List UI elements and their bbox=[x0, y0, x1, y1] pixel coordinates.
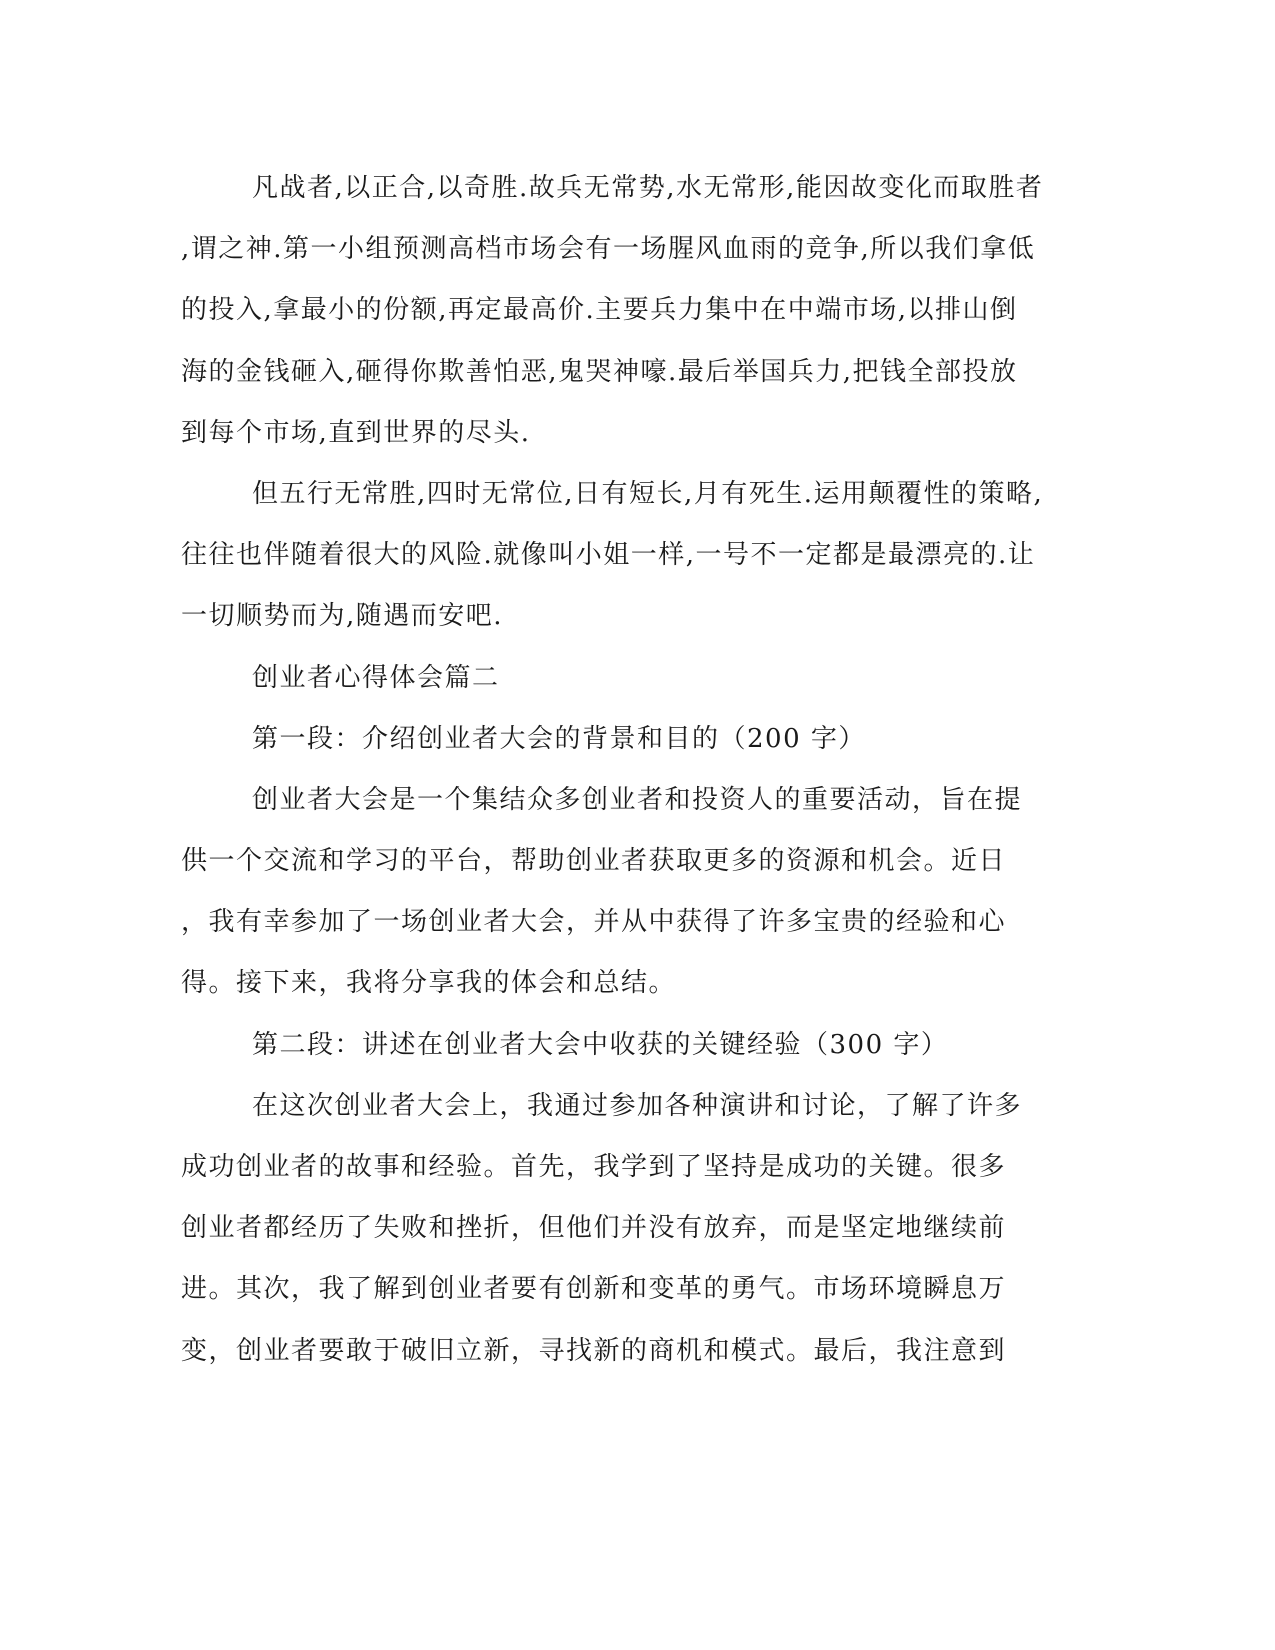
text-line: 凡战者,以正合,以奇胜.故兵无常势,水无常形,能因故变化而取胜者 bbox=[252, 173, 1044, 203]
text-line: 往往也伴随着很大的风险.就像叫小姐一样,一号不一定都是最漂亮的.让 bbox=[181, 540, 1036, 571]
text-line: 在这次创业者大会上，我通过参加各种演讲和讨论，了解了许多 bbox=[252, 1090, 1023, 1121]
text-line: 第二段：讲述在创业者大会中收获的关键经验（300 字） bbox=[252, 1029, 949, 1060]
text-line: 进。其次，我了解到创业者要有创新和变革的勇气。市场环境瞬息万 bbox=[181, 1274, 1007, 1305]
text-line: 变，创业者要敢于破旧立新，寻找新的商机和模式。最后，我注意到 bbox=[181, 1335, 1007, 1366]
text-line: 海的金钱砸入,砸得你欺善怕恶,鬼哭神嚎.最后举国兵力,把钱全部投放 bbox=[181, 356, 1018, 387]
document-body bbox=[181, 158, 1061, 1382]
text-line: 一切顺势而为,随遇而安吧. bbox=[181, 601, 504, 632]
text-line: 到每个市场,直到世界的尽头. bbox=[181, 417, 531, 448]
text-line: 但五行无常胜,四时无常位,日有短长,月有死生.运用颠覆性的策略, bbox=[252, 478, 1044, 509]
text-line: 创业者心得体会篇二 bbox=[252, 662, 500, 693]
text-line: 创业者大会是一个集结众多创业者和投资人的重要活动，旨在提 bbox=[252, 784, 1023, 815]
text-line: 第一段：介绍创业者大会的背景和目的（200 字） bbox=[252, 723, 866, 754]
text-line: 的投入,拿最小的份额,再定最高价.主要兵力集中在中端市场,以排山倒 bbox=[181, 295, 1018, 326]
text-line: ，我有幸参加了一场创业者大会，并从中获得了许多宝贵的经验和心 bbox=[181, 907, 1007, 938]
text-line: ,谓之神.第一小组预测高档市场会有一场腥风血雨的竞争,所以我们拿低 bbox=[181, 234, 1036, 265]
text-line: 得。接下来，我将分享我的体会和总结。 bbox=[181, 968, 677, 999]
text-line: 成功创业者的故事和经验。首先，我学到了坚持是成功的关键。很多 bbox=[181, 1152, 1007, 1182]
text-line: 创业者都经历了失败和挫折，但他们并没有放弃，而是坚定地继续前 bbox=[181, 1213, 1007, 1244]
text-line: 供一个交流和学习的平台，帮助创业者获取更多的资源和机会。近日 bbox=[181, 846, 1007, 877]
